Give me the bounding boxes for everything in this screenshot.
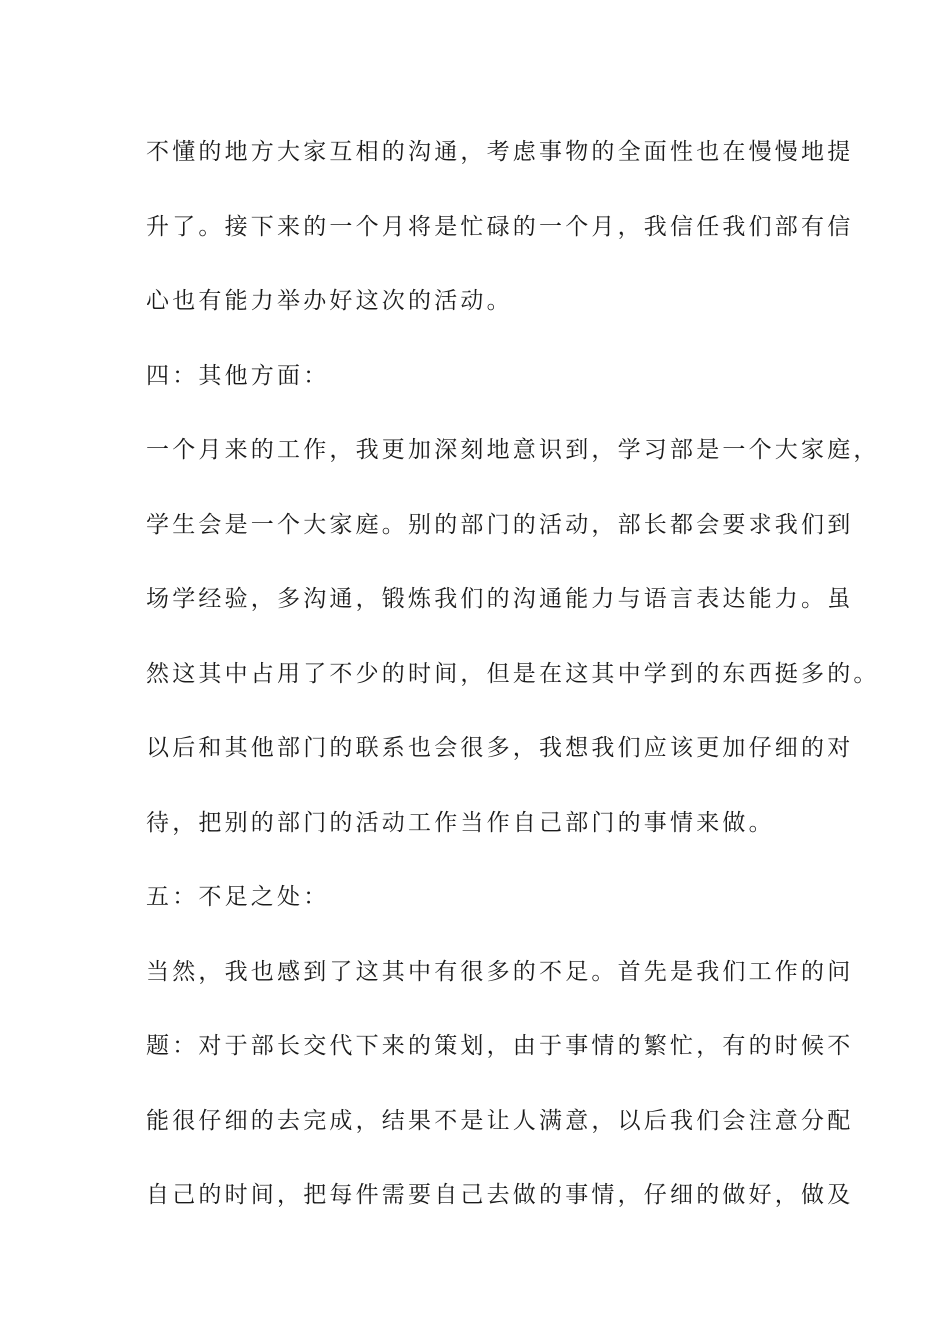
- text-line: 不懂的地方大家互相的沟通，考虑事物的全面性也在慢慢地提: [146, 139, 854, 165]
- text-line: 升了。接下来的一个月将是忙碌的一个月，我信任我们部有信: [146, 213, 854, 240]
- text-line: 学生会是一个大家庭。别的部门的活动，部长都会要求我们到: [146, 511, 854, 538]
- text-line: 能很仔细的去完成，结果不是让人满意，以后我们会注意分配: [146, 1107, 854, 1134]
- text-line: 一个月来的工作，我更加深刻地意识到，学习部是一个大家庭，: [146, 437, 880, 463]
- text-line: 然这其中占用了不少的时间，但是在这其中学到的东西挺多的。: [146, 660, 880, 687]
- text-line: 场学经验，多沟通，锻炼我们的沟通能力与语言表达能力。虽: [146, 586, 854, 612]
- text-line: 待，把别的部门的活动工作当作自己部门的事情来做。: [146, 809, 775, 836]
- text-line: 题：对于部长交代下来的策划，由于事情的繁忙，有的时候不: [146, 1033, 854, 1059]
- section-heading-other: 四：其他方面：: [146, 362, 330, 389]
- text-line: 以后和其他部门的联系也会很多，我想我们应该更加仔细的对: [146, 735, 854, 761]
- document-body: [146, 127, 880, 1245]
- text-line: 当然，我也感到了这其中有很多的不足。首先是我们工作的问: [146, 958, 854, 985]
- text-line: 自己的时间，把每件需要自己去做的事情，仔细的做好，做及: [146, 1182, 854, 1208]
- section-heading-shortcomings: 五：不足之处：: [146, 884, 330, 910]
- text-line: 心也有能力举办好这次的活动。: [146, 288, 513, 314]
